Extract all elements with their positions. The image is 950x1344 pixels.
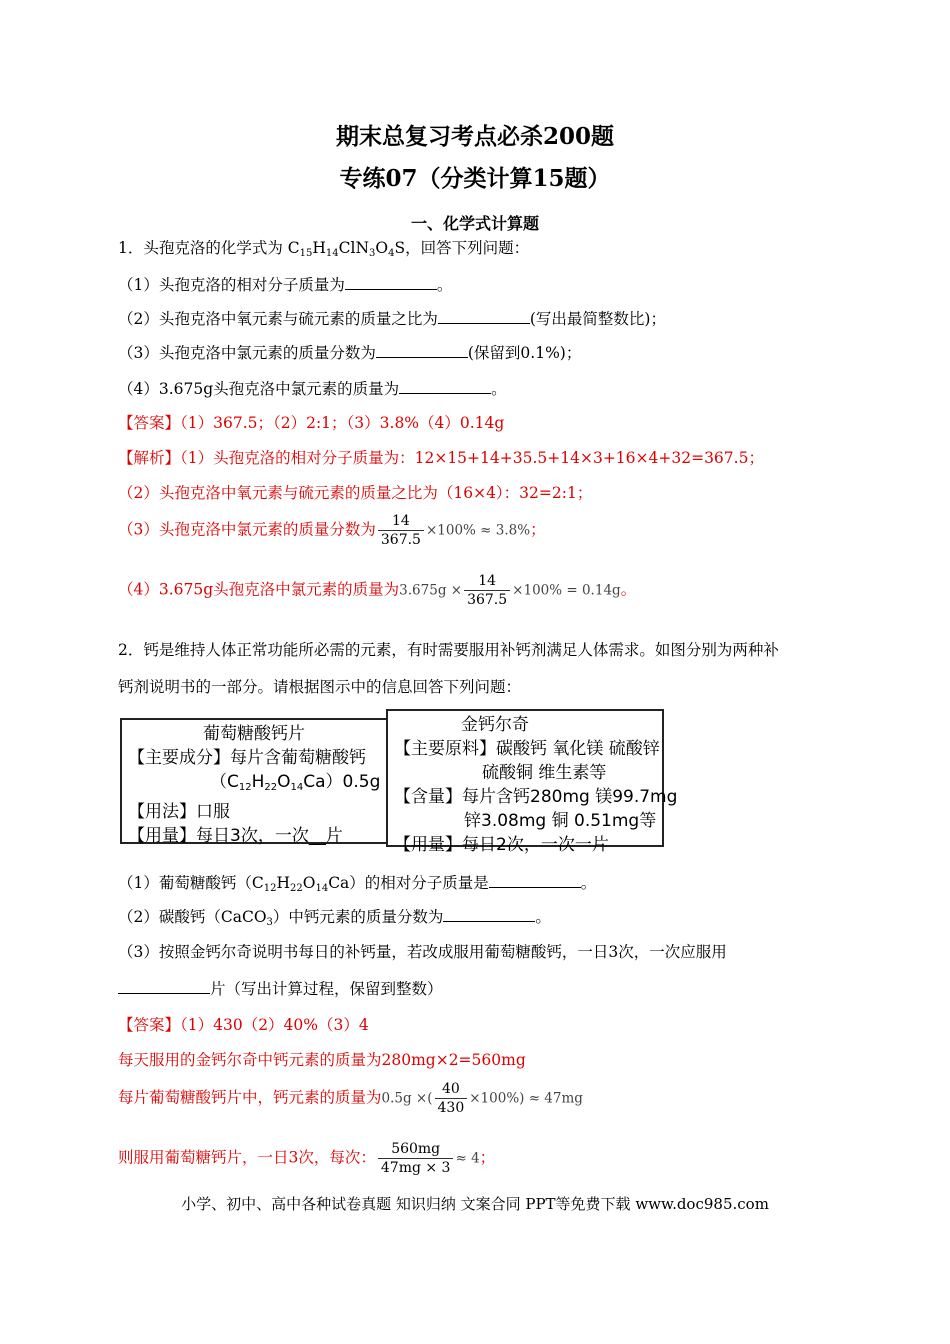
box-title: 葡萄糖酸钙片 xyxy=(203,724,305,744)
q1-part4: （4）3.675g头孢克洛中氯元素的质量为 。 xyxy=(118,380,507,398)
fraction: $\frac{14}{367.5}$ xyxy=(464,572,510,609)
answer-blank xyxy=(399,381,491,394)
box-title: 金钙尔奇 xyxy=(461,715,529,735)
section-heading: 一、化学式计算题 xyxy=(410,214,539,233)
page-title: 期末总复习考点必杀200题 xyxy=(335,123,614,150)
q1-part2: （2）头孢克洛中氧元素与硫元素的质量之比为 (写出最简整数比)； xyxy=(118,310,666,328)
q2-part3-cont: 片（写出计算过程，保留到整数） xyxy=(118,977,443,999)
answer-blank xyxy=(376,345,468,358)
q1-explanation-1: 【解析】（1）头孢克洛的相对分子质量为：12×15+14+35.5+14×3+16×4+32=367.5； xyxy=(118,449,764,467)
q2-answer: 【答案】（1）430（2）40%（3）4 xyxy=(118,1016,369,1034)
q1-stem: 1．头孢克洛的化学式为 $C_{15}H_{14}ClN_3O_4S$，回答下列问题： xyxy=(118,239,530,259)
q2-explanation-3: 则服用葡萄糖钙片，一日3次，每次： $\frac{560mg}{47mg \times 3}$ ≈ 4； xyxy=(118,1141,496,1176)
answer-blank xyxy=(489,875,581,888)
q1-answer: 【答案】（1）367.5；（2）2:1；（3）3.8%（4）0.14g xyxy=(118,414,505,432)
fraction: $\frac{14}{367.5}$ xyxy=(378,512,424,549)
answer-blank xyxy=(345,277,437,290)
answer-blank xyxy=(443,909,535,922)
q1-explanation-2: （2）头孢克洛中氧元素与硫元素的质量之比为（16×4）：32=2:1； xyxy=(118,484,593,502)
q1-part3: （3）头孢克洛中氯元素的质量分数为 (保留到0.1%)； xyxy=(118,344,582,362)
q1-explanation-4: （4）3.675g头孢克洛中氯元素的质量为3.675g × $\frac{14}{367.5}$ ×100% = 0.14g。 xyxy=(118,573,637,608)
q2-explanation-2: 每片葡萄糖酸钙片中，钙元素的质量为0.5g ×( $\frac{40}{430}$ ×100%) ≈ 47mg xyxy=(118,1081,583,1116)
gluconate-label-box: 葡萄糖酸钙片 【主要成分】每片含葡萄糖酸钙 $(C_{12}H_{22}O_{14}Ca)0.5g$ 【用法】口服 【用量】每日3次，一次__片 xyxy=(120,718,388,844)
q1-part1: （1）头孢克洛的相对分子质量为 。 xyxy=(118,276,453,294)
q2-part1: （1）葡萄糖酸钙$(C_{12}H_{22}O_{14}Ca)$的相对分子质量是 。 xyxy=(118,874,597,894)
q1-explanation-3: （3）头孢克洛中氯元素的质量分数为 $\frac{14}{367.5}$ ×100% ≈ 3.8%； xyxy=(118,513,546,548)
jingaierqi-label-box: 金钙尔奇 【主要原料】碳酸钙 氧化镁 硫酸锌 硫酸铜 维生素等 【含量】每片含钙280mg 镁99.7mg 锌3.08mg 铜 0.51mg等 【用量】每日2次，一次一片 xyxy=(386,709,664,847)
fraction: $\frac{40}{430}$ xyxy=(435,1080,468,1117)
answer-blank xyxy=(438,311,530,324)
q2-stem-line2: 钙剂说明书的一部分。请根据图示中的信息回答下列问题： xyxy=(118,678,522,696)
page-footer: 小学、初中、高中各种试卷真题 知识归纳 文案合同 PPT等免费下载 www.doc985.com xyxy=(181,1195,769,1213)
q2-explanation-1: 每天服用的金钙尔奇中钙元素的质量为280mg×2=560mg xyxy=(118,1051,526,1069)
page-subtitle: 专练07（分类计算15题） xyxy=(339,165,611,192)
q2-part3: （3）按照金钙尔奇说明书每日的补钙量，若改成服用葡萄糖酸钙，一日3次，一次应服用 xyxy=(118,943,727,961)
q2-stem-line1: 2．钙是维持人体正常功能所必需的元素，有时需要服用补钙剂满足人体需求。如图分别为两种补 xyxy=(118,641,779,659)
q2-part2: （2）碳酸钙（CaCO$_3$）中钙元素的质量分数为 。 xyxy=(118,908,551,928)
answer-blank xyxy=(118,981,210,994)
fraction: $\frac{560mg}{47mg \times 3}$ xyxy=(378,1140,454,1177)
